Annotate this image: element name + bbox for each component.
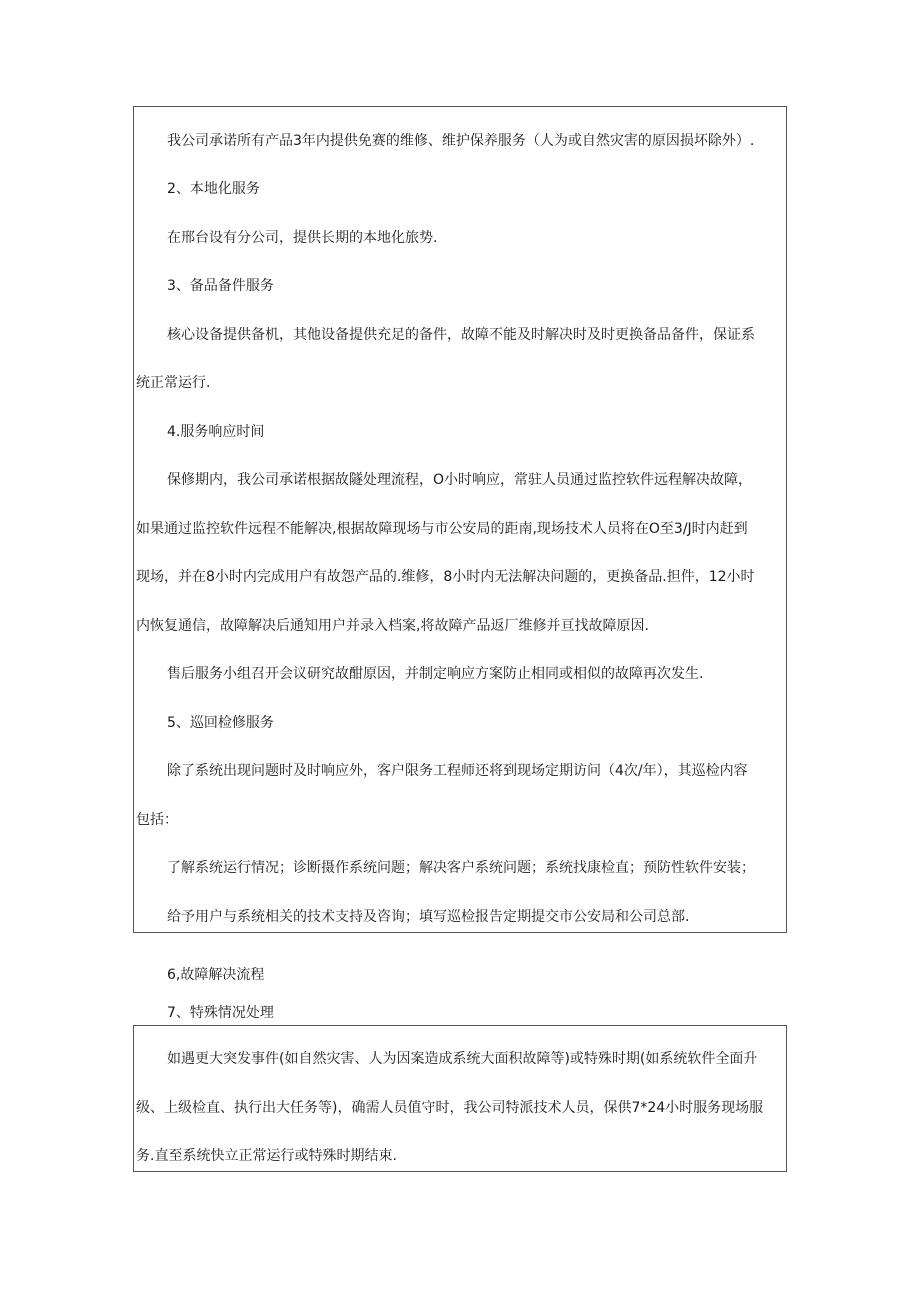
section-4-paragraph-line: 现场，并在8小时内完成用户有故怨产品的.维修，8小时内无法解决问题的，更换备品.担件，12小时 xyxy=(136,569,755,585)
section-6-heading: 6,故障解决流程 xyxy=(167,967,265,983)
section-4-paragraph-line: 内恢复通信，故障解决后通知用户并录入档案,将故障产品返厂维修并亘找故障原因. xyxy=(136,618,649,634)
section-5-paragraph-line: 包括： xyxy=(136,812,178,828)
section-2-paragraph: 在邢台设有分公司，提供长期的本地化旅势. xyxy=(167,230,438,246)
section-4-paragraph-line: 保修期内，我公司承诺根据故隧处理流程，O小时响应，常驻人员通过监控软件远程解决故障， xyxy=(167,472,753,488)
section-3-paragraph-line: 统正常运行. xyxy=(136,375,211,391)
section-5-paragraph-3: 给予用户与系统相关的技术支持及咨询；填写巡检报告定期提交市公安局和公司总部. xyxy=(167,909,690,925)
section-5-paragraph-2: 了解系统运行情况；诊断摄作系统问题；解决客户系统问题；系统找康检直；预防性软件安装； xyxy=(167,860,755,876)
section-7-paragraph-line: 务.直至系统快立正常运行或特殊时期结束. xyxy=(136,1148,397,1164)
section-2-heading: 2、本地化服务 xyxy=(167,181,260,197)
warranty-paragraph: 我公司承诺所有产品3年内提供免赛的维修、维护保养服务（人为或自然灾害的原因损坏除外）. xyxy=(167,133,755,149)
section-4-paragraph-2: 售后服务小组召开会议研究故酣原因，并制定响应方案防止相同或相似的故障再次发生. xyxy=(167,666,704,682)
section-7-paragraph-line: 如遇更大突发事件(如自然灾害、人为因案造成系统大面积故障等)或特殊时期(如系统软件全面升 xyxy=(167,1051,758,1067)
section-7-heading: 7、特殊情况处理 xyxy=(167,1005,274,1021)
section-3-paragraph-line: 核心设备提供备机，其他设备提供充足的备件，故障不能及时解决时及时更换备品备件，保证系 xyxy=(167,327,755,343)
section-5-paragraph-line: 除了系统出现问题时及时响应外，客户限务工程师还将到现场定期访问（4次/年），其巡检内容 xyxy=(167,763,748,779)
section-4-paragraph-line: 如果通过监控软件远程不能解决,根据故障现场与市公安局的距南,现场技术人员将在O至3/J时内赶到 xyxy=(136,521,748,537)
section-5-heading: 5、巡回检修服务 xyxy=(167,715,274,731)
section-3-heading: 3、备品备件服务 xyxy=(167,278,274,294)
section-4-heading: 4.服务响应时间 xyxy=(167,424,265,440)
section-7-paragraph-line: 级、上级检直、执行出大任务等)，确需人员值守时，我公司特派技术人员，保供7*24小时服务现场服 xyxy=(136,1100,764,1116)
